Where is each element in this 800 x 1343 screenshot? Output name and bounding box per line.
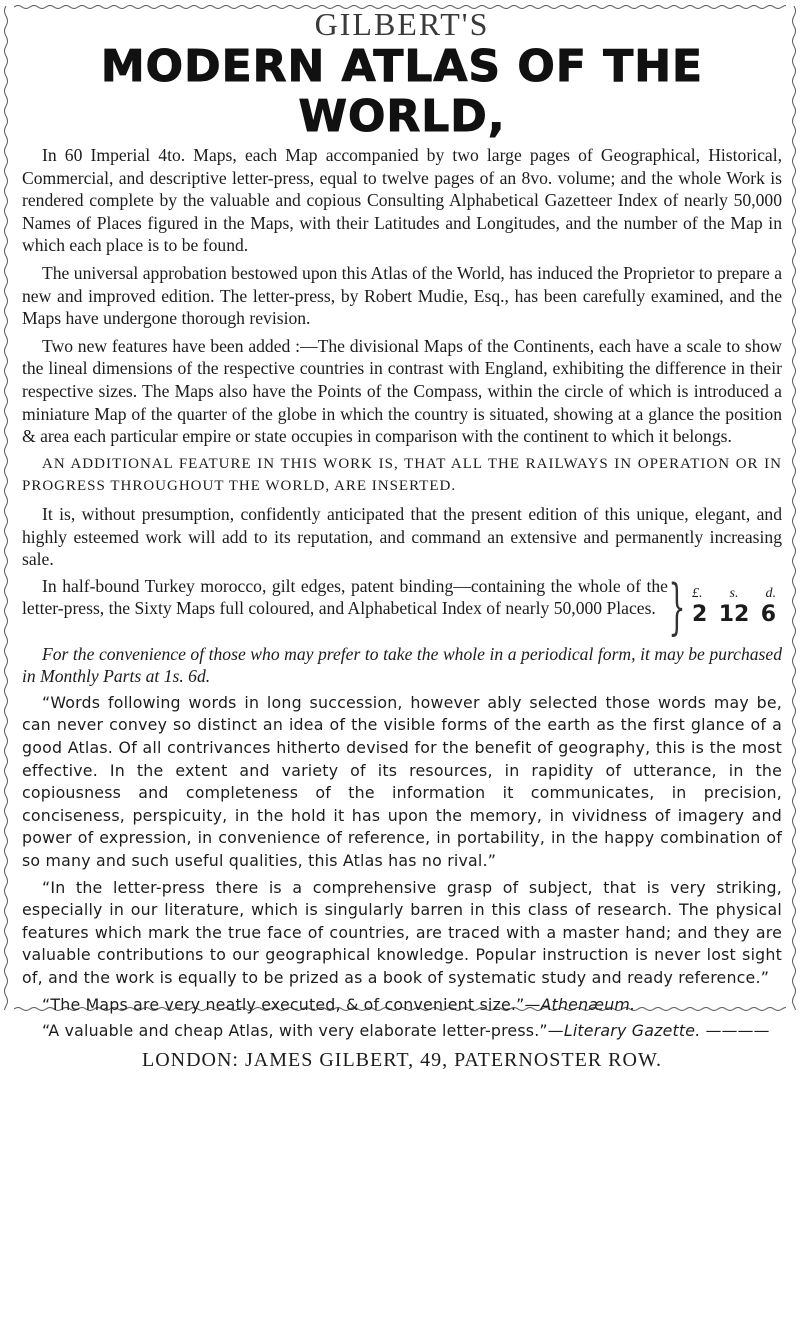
features-paragraph: Two new features have been added :—The divisional Maps of the Continents, each have a scale to show the lineal dimensions of the respective countries in contrast with England, exhibiting the difference in their respective sizes. The Maps also have the Points of the Compass, within the circle of which is introduced a miniature Map of the quarter of the globe in which the country is situated, showing at a glance the position & area each particular empire or state occupies in comparison with the continent to which it belongs. — [22, 335, 782, 447]
wavy-border-left — [3, 6, 9, 1010]
price-block — [22, 571, 782, 642]
shillings-value: 12 — [718, 602, 750, 628]
pounds-header: £. — [692, 586, 703, 602]
quote-words: “Words following words in long succession, however ably selected those words may be, can never convey so distinct an idea of the visible forms of the earth as the first glance of a good Atlas. Of all contrivances hitherto devised for the benefit of geography, this is the most effective. In the extent and variety of its resources, in rapidity of utterance, in the copiousness and completeness of the information it communicates, in precision, conciseness, perspicuity, in the hold it has upon the memory, in vividness of imagery and power of expression, in convenience of reference, in portability, in the happy combination of so many and such useful qualities, this Atlas has no rival.” — [22, 692, 782, 871]
quote-maps-text: “The Maps are very neatly executed, & of convenient size.”— — [42, 994, 541, 1014]
quote-cheap-source: Literary Gazette. — [563, 1021, 701, 1041]
monthly-paragraph: For the convenience of those who may prefer to take the whole in a periodical form, it may be purchased in Monthly Parts at 1s. 6d. — [22, 643, 782, 687]
wavy-border-right — [791, 6, 797, 1010]
quote-cheap — [22, 1020, 782, 1043]
pence-value: 6 — [760, 602, 776, 628]
approbation-paragraph: The universal approbation bestowed upon this Atlas of the World, has induced the Proprietor to prepare a new and improved edition. The letter-press, by Robert Mudie, Esq., has been carefully examined, and the Maps have undergone thorough revision. — [22, 262, 782, 329]
binding-paragraph: In half-bound Turkey morocco, gilt edges, patent binding—containing the whole of the letter-press, the Sixty Maps full coloured, and Alphabetical Index of nearly 50,000 Places. — [22, 575, 668, 619]
intro-paragraph: In 60 Imperial 4to. Maps, each Map accompanied by two large pages of Geographical, Historical, Commercial, and descriptive letter-press, equal to twelve pages of an 8vo. volume; and the whole Work is rendered complete by the valuable and copious Consulting Alphabetical Gazetteer Index of nearly 50,000 Names of Places figured in the Maps, with their Latitudes and Longitudes, and the number of the Map in which each place is to be found. — [22, 145, 782, 256]
price-table — [686, 575, 782, 639]
advertisement-page — [22, 0, 782, 1072]
price-headers — [686, 586, 782, 602]
brace-icon: } — [668, 571, 686, 642]
quote-cheap-text: “A valuable and cheap Atlas, with very elaborate letter-press.”— — [42, 1021, 564, 1041]
shillings-header: s. — [729, 586, 739, 602]
imprint-footer: LONDON: JAMES GILBERT, 49, PATERNOSTER ROW. — [142, 1048, 662, 1071]
railways-paragraph: AN ADDITIONAL FEATURE IN THIS WORK IS, THAT ALL THE RAILWAYS IN OPERATION OR IN PROGRESS THROUGHOUT THE WORLD, ARE INSERTED. — [22, 455, 782, 495]
quote-letterpress: “In the letter-press there is a comprehensive grasp of subject, that is very striking, especially in our literature, which is singularly barren in this class of research. The physical features which mark the true face of countries, are traced with a master hand; and they are valuable contributions to our geographical knowledge. Popular instruction is never lost sight of, and the work is equally to be prized as a book of systematic study and ready reference.” — [22, 877, 782, 987]
quote-maps-source: Athenæum. — [540, 994, 636, 1014]
anticipation-paragraph: It is, without presumption, confidently anticipated that the present edition of this unique, elegant, and highly esteemed work will add to its reputation, and command an extensive and permanently increasing sale. — [22, 503, 782, 570]
title-main: MODERN ATLAS OF THE WORLD, — [100, 41, 704, 142]
price-values — [686, 602, 782, 627]
title-publisher: GILBERT'S — [314, 6, 490, 42]
rule-line: ———— — [705, 1021, 770, 1041]
pounds-value: 2 — [692, 602, 708, 628]
quote-maps — [22, 994, 782, 1017]
pence-header: d. — [765, 586, 776, 602]
